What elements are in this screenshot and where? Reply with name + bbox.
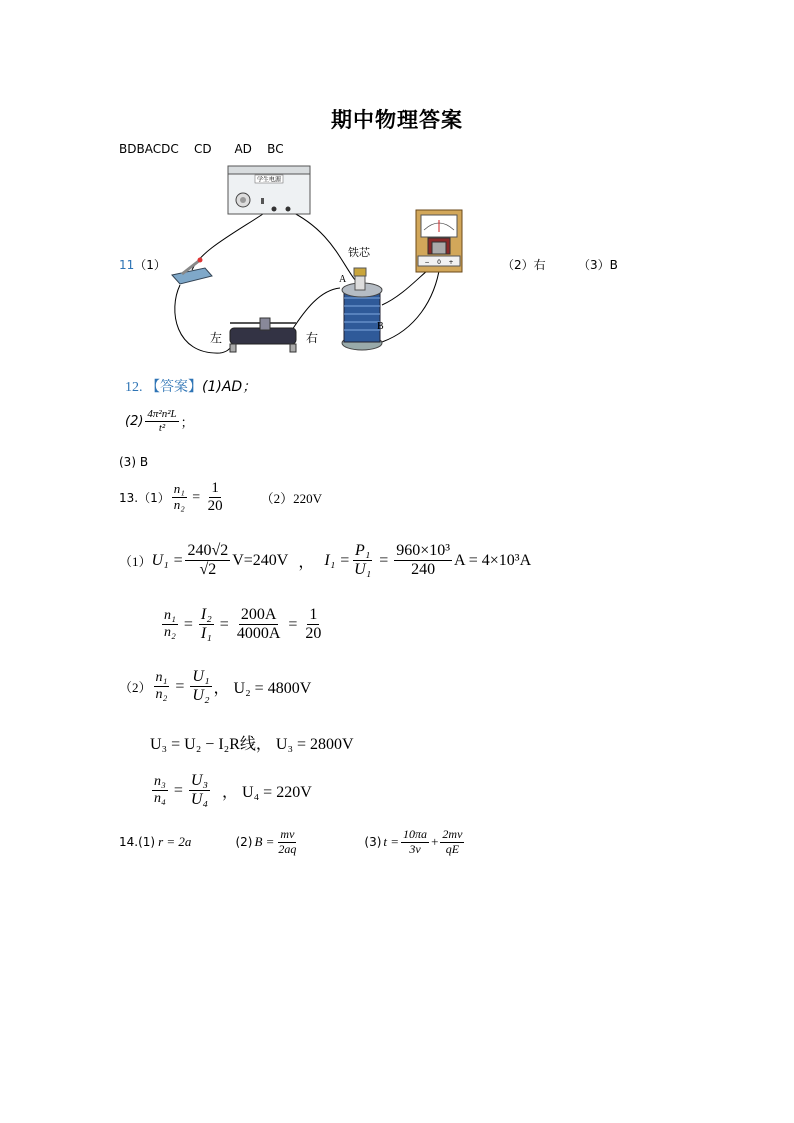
terminal-b-label: B xyxy=(377,321,384,332)
u1: U₁ xyxy=(190,668,211,687)
u3-u4-fraction xyxy=(189,772,210,810)
wire-rheostat-to-coil xyxy=(292,288,340,330)
q12-part2 xyxy=(125,408,194,434)
u1: U₁ xyxy=(354,561,372,579)
t-lhs: t = xyxy=(383,834,400,850)
coil xyxy=(339,245,384,350)
q13-s1-label: （1） xyxy=(119,554,152,570)
t-fraction-2 xyxy=(440,828,464,857)
n1: n₁ xyxy=(173,481,185,497)
wire-switch-to-rheostat xyxy=(175,285,234,353)
i1-rhs: A = 4×10³A xyxy=(454,551,532,569)
q13-ratio-n xyxy=(172,482,187,513)
q13-u1-i1: （1） U₁ = $\frac{240√2}{√2}$ V=240V ， I₁ = $\frac{\text{P₁}}{\text{U₁}}$ = $\frac{\text{960×10³}}{240}$ A = 4×10³A xyxy=(119,542,532,579)
power-supply xyxy=(228,166,310,214)
b-num: mv xyxy=(280,827,295,841)
t-num1: 10πa xyxy=(403,827,428,841)
i1-fraction xyxy=(394,542,452,580)
choice-answers: BDBACDC CD AD BC xyxy=(119,142,284,156)
n2: n₂ xyxy=(164,625,176,641)
u1-den: √2 xyxy=(199,561,217,579)
q13-u4: $\frac{\text{n₃}}{\text{n₄}}$ = $\frac{\text{U₃}}{\text{U₄}}$ ， U₄ = 220V xyxy=(154,772,312,809)
one: 1 xyxy=(307,606,319,625)
i1: I₁ xyxy=(200,625,212,643)
t-den2: qE xyxy=(445,841,460,856)
u1-lhs: U₁ = xyxy=(151,551,184,569)
meter-minus-label: − xyxy=(424,259,430,266)
plus-sign: + xyxy=(431,834,439,850)
t-den1: 3v xyxy=(409,841,421,856)
meter-zero-label: 0 xyxy=(437,259,441,266)
q11-label xyxy=(119,256,166,273)
n3: n₃ xyxy=(152,774,168,791)
b-lhs: B = xyxy=(254,834,275,850)
n1: n₁ xyxy=(162,608,178,625)
q12-part3: (3) B xyxy=(119,455,149,469)
q13-current-ratio: $\frac{\text{n₁}}{\text{n₂}}$ = $\frac{\text{I₂}}{\text{I₁}}$ = $\frac{200A}{4000A}$ = $\frac{1}{20}$ xyxy=(164,606,322,643)
i2-i1-fraction xyxy=(199,606,214,644)
a4000: 4000A xyxy=(236,625,281,643)
rheostat xyxy=(210,318,318,352)
t-num2: 2mv xyxy=(442,827,463,841)
q12-number: 12. xyxy=(125,380,146,395)
galvanometer xyxy=(416,210,462,272)
i1-num: 960×10³ xyxy=(394,542,452,561)
q12-fraction xyxy=(145,408,178,434)
b-den: 2aq xyxy=(278,841,297,856)
u2-value: ， U₂ = 4800V xyxy=(213,680,312,698)
terminal-a-label: A xyxy=(339,274,347,285)
q12-fraction-num: 4π²n²L xyxy=(147,408,177,420)
u4: U₄ xyxy=(190,791,209,809)
p1: P₁ xyxy=(353,542,372,561)
u1-fraction xyxy=(185,542,230,580)
q11-part3: （3）B xyxy=(578,258,618,272)
q13-ratio-value xyxy=(206,480,225,516)
i1-lhs: I₁ = xyxy=(324,551,351,569)
meter-plus-label: + xyxy=(448,259,454,266)
twenty: 20 xyxy=(305,625,322,643)
n4: n₄ xyxy=(154,791,166,807)
n1-n2-fraction xyxy=(162,608,178,641)
q12-part2-tail: ； xyxy=(180,414,194,430)
u1-u2-fraction xyxy=(190,668,211,706)
u1-rhs: V=240V xyxy=(232,551,289,569)
wire-coil-to-meter-2 xyxy=(382,265,440,342)
q13-label: 13.（1） xyxy=(119,491,170,506)
q13-u3: U₃ = U₂ − I₂R线， U₃ = 2800V xyxy=(150,736,354,753)
q12-answer-line xyxy=(125,376,256,396)
q14-part3-label: (3) xyxy=(364,835,382,850)
power-supply-label: 学生电源 xyxy=(256,176,282,184)
q14-line xyxy=(119,828,466,857)
q14-label: 14.(1) xyxy=(119,835,156,850)
a200: 200A xyxy=(239,606,279,625)
i1-den: 240 xyxy=(411,561,436,579)
b-fraction xyxy=(276,828,298,857)
u2: U₂ xyxy=(192,687,210,705)
result-fraction xyxy=(303,606,323,644)
q11-part1: （1） xyxy=(134,258,166,272)
n2: n₂ xyxy=(155,687,168,703)
u3: U₃ xyxy=(189,772,210,791)
q13-part2: （2）220V xyxy=(260,491,323,507)
p1-u1-fraction xyxy=(352,542,373,580)
rheostat-left-label: 左 xyxy=(210,331,223,345)
page-title: 期中物理答案 xyxy=(331,108,463,132)
q12-bracket: 【答案】 xyxy=(146,379,202,395)
twenty: 20 xyxy=(207,498,223,515)
u4-value: ， U₄ = 220V xyxy=(222,784,312,802)
circuit-diagram xyxy=(160,160,480,360)
switch xyxy=(172,258,212,285)
comma1: ， xyxy=(298,554,315,572)
q13-line1: 13.（1） $\frac{\text{n₁}}{\text{n₂}}$ = $\frac{1}{20}$ （2）220V xyxy=(119,480,323,515)
q11-part2: （2）右 xyxy=(502,258,546,272)
n2: n₂ xyxy=(173,497,185,513)
n1-n2-fraction xyxy=(154,670,170,703)
one: 1 xyxy=(209,480,221,498)
n1: n₁ xyxy=(154,670,170,687)
q14-part1: r = 2a xyxy=(158,834,192,850)
iron-core-label: 铁芯 xyxy=(348,246,370,259)
q12-fraction-den: t² xyxy=(158,421,166,434)
t-fraction-1 xyxy=(401,828,429,857)
q11-number: 11 xyxy=(119,258,135,272)
q12-part1: (1)AD； xyxy=(202,379,257,395)
rheostat-right-label: 右 xyxy=(306,331,319,345)
n3-n4-fraction xyxy=(152,774,168,807)
wire-supply-to-coil xyxy=(288,210,355,280)
q14-part2-label: (2) xyxy=(235,835,253,850)
i2: I₂ xyxy=(199,606,214,625)
q12-part2-label: (2) xyxy=(125,413,144,429)
q13-s2-label: （2） xyxy=(119,680,152,696)
u1-num: 240√2 xyxy=(185,542,230,561)
wire-supply-to-switch xyxy=(192,208,272,270)
current-value-fraction xyxy=(235,606,283,644)
q13-u2: （2） $\frac{\text{n₁}}{\text{n₂}}$ = $\frac{\text{U₁}}{\text{U₂}}$ ， U₂ = 4800V xyxy=(119,668,312,705)
